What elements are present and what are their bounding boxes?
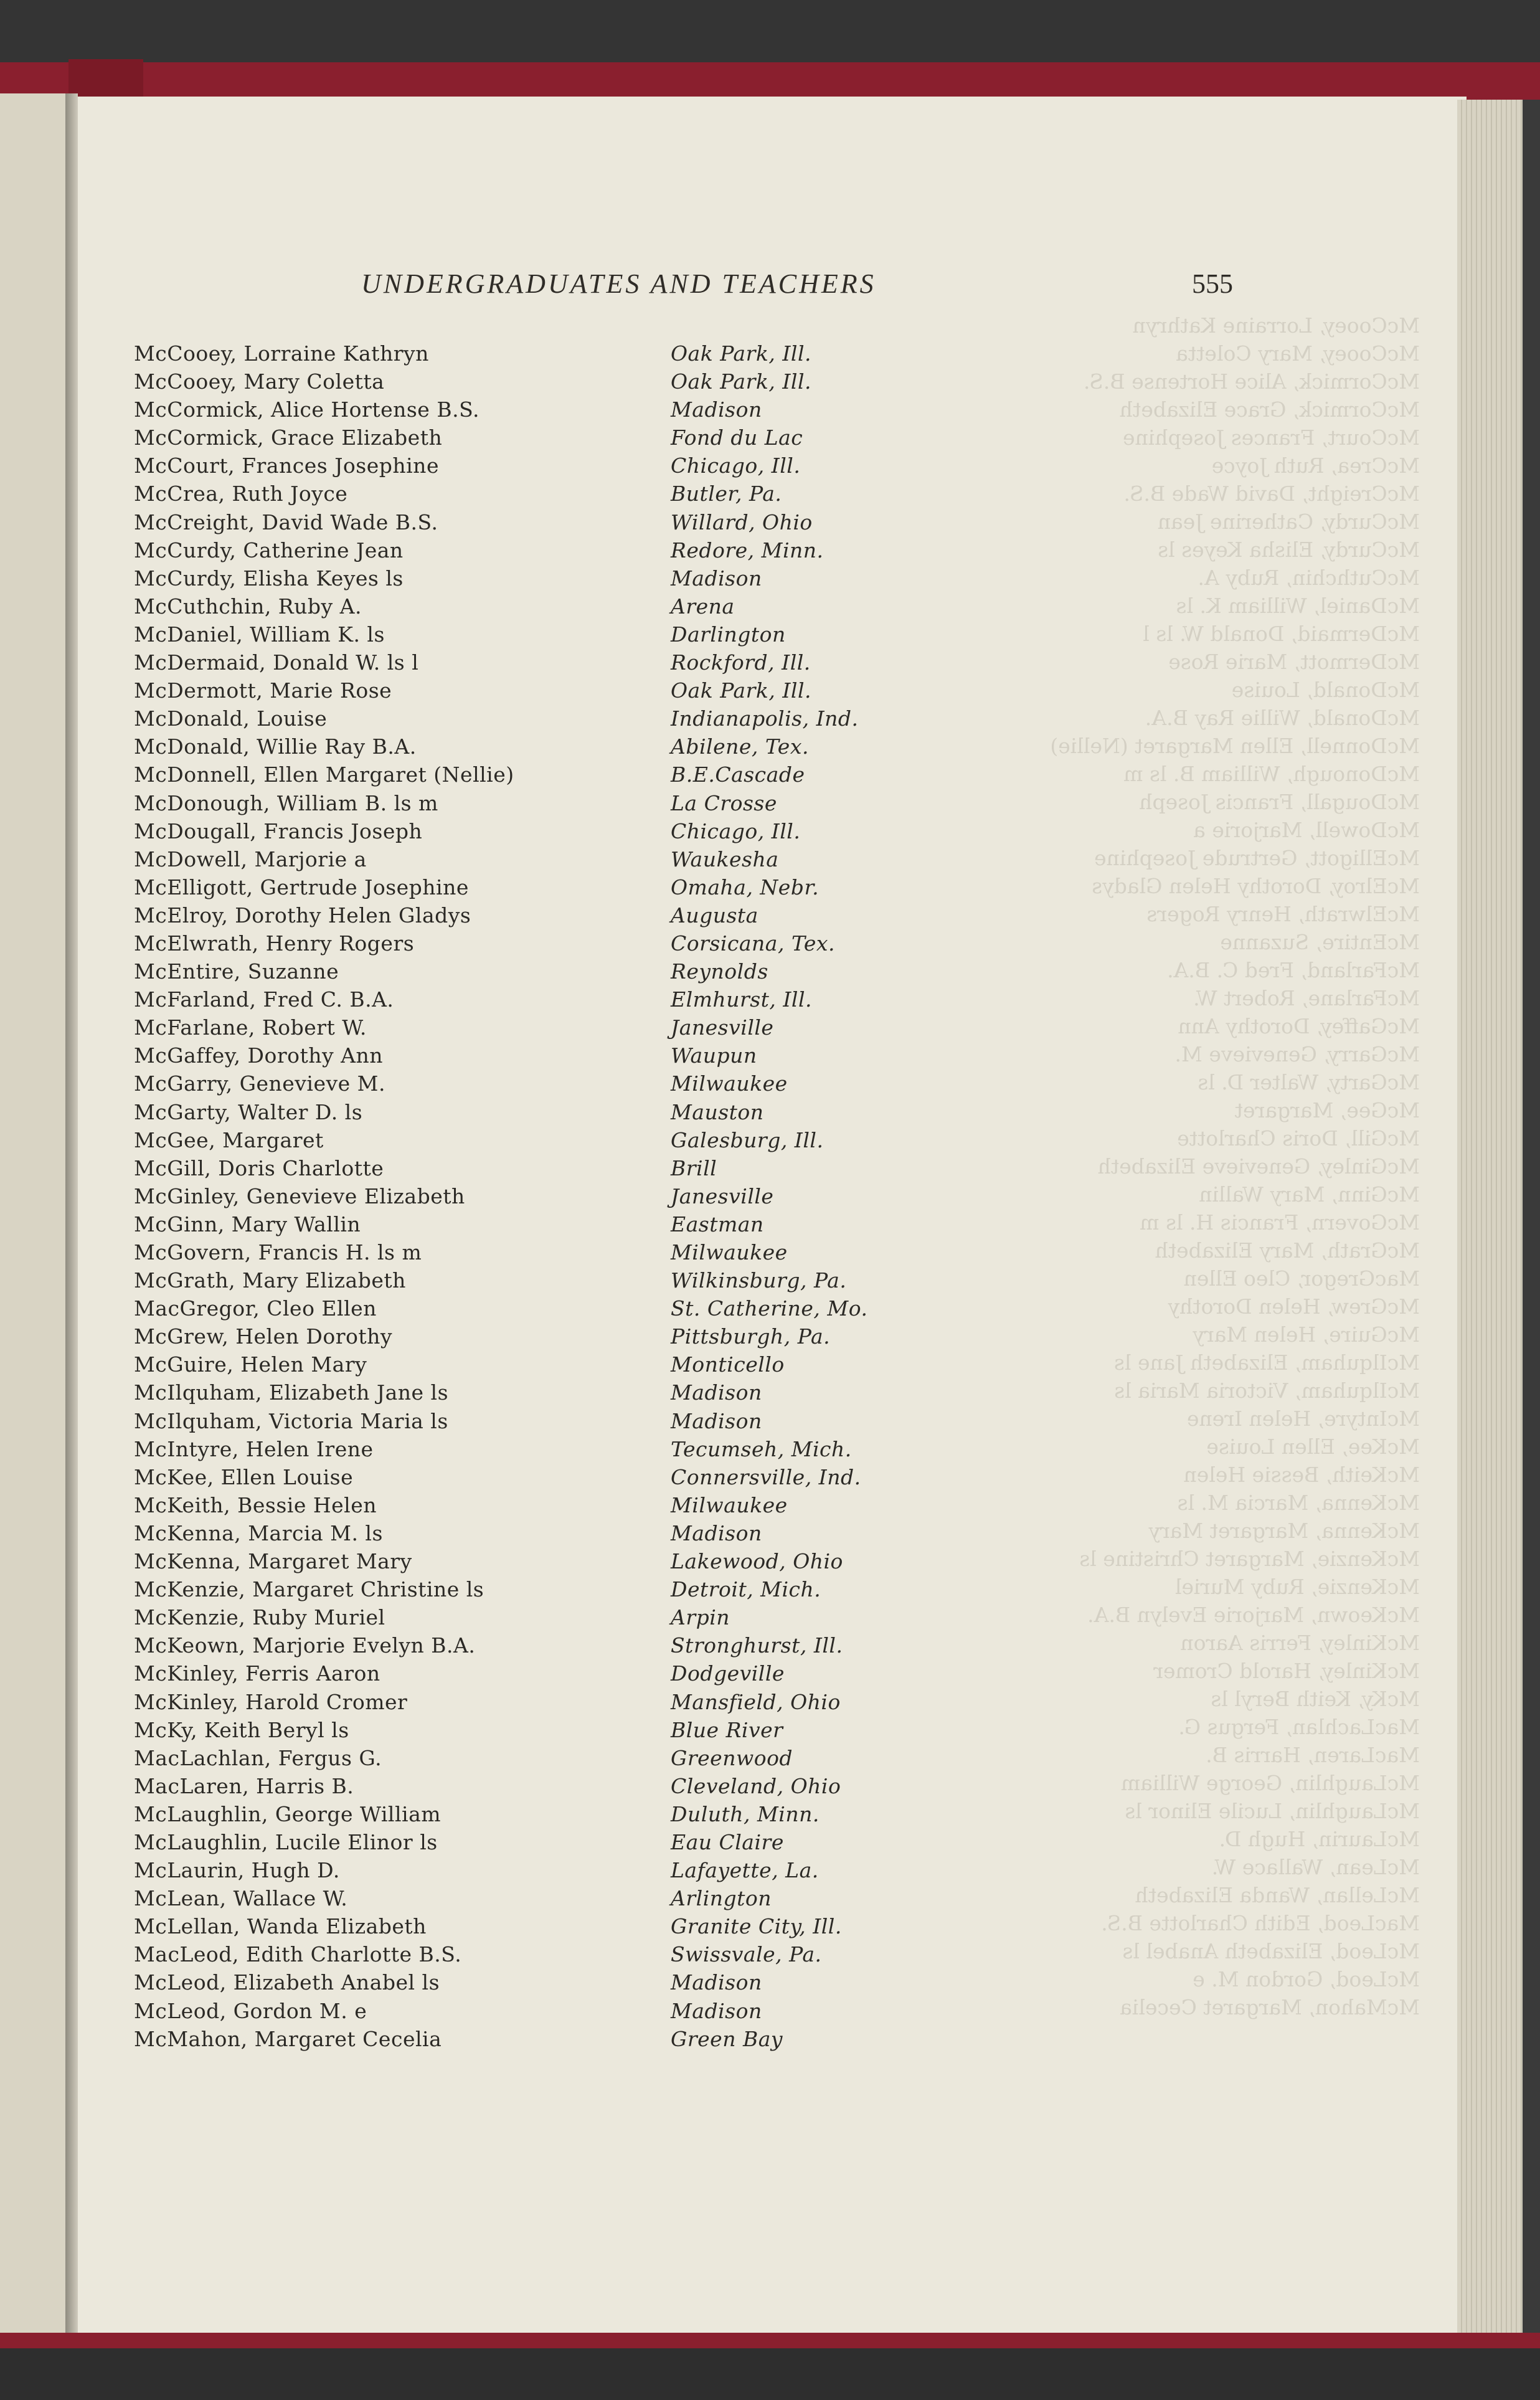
entry-place: Arena	[671, 594, 735, 619]
entry-place: Abilene, Tex.	[671, 734, 809, 759]
entry-place: Oak Park, Ill.	[671, 341, 811, 366]
show-through-line: McDaniel, William K. ls	[1176, 594, 1420, 618]
show-through-line: McCormick, Alice Hortense B.S.	[1084, 369, 1420, 394]
list-item	[134, 1772, 943, 1800]
list-item	[134, 648, 943, 676]
entry-place: Redore, Minn.	[671, 538, 824, 562]
list-item	[134, 1575, 943, 1603]
show-through-line: McEntire, Suzanne	[1220, 930, 1420, 954]
show-through-line: McDowell, Marjorie a	[1193, 818, 1420, 842]
entry-place: Eastman	[671, 1212, 764, 1236]
entry-name: McDowell, Marjorie a	[134, 847, 367, 871]
entry-name: McKee, Ellen Louise	[134, 1464, 354, 1489]
show-through-line: McFarlane, Robert W.	[1193, 986, 1420, 1010]
entry-place: Elmhurst, Ill.	[671, 987, 813, 1012]
show-through-line: McKy, Keith Beryl ls	[1211, 1687, 1420, 1711]
list-item	[134, 1294, 943, 1322]
list-item	[134, 1519, 943, 1547]
list-item	[134, 339, 943, 368]
show-through-line: McElligott, Gertrude Josephine	[1094, 846, 1420, 870]
entry-place: Indianapolis, Ind.	[671, 706, 859, 731]
list-item	[134, 1491, 943, 1519]
list-item	[134, 592, 943, 620]
entry-place: Swissvale, Pa.	[671, 1942, 822, 1967]
entry-name: McKinley, Harold Cromer	[134, 1689, 408, 1714]
entry-name: McCrea, Ruth Joyce	[134, 481, 348, 506]
entry-place: Mansfield, Ohio	[671, 1689, 841, 1714]
entry-place: Monticello	[671, 1352, 785, 1377]
list-item	[134, 1856, 943, 1884]
entry-place: Rockford, Ill.	[671, 650, 811, 675]
page-stack-edges	[1457, 100, 1523, 2333]
entry-name: McLaughlin, Lucile Elinor ls	[134, 1829, 438, 1854]
list-item	[134, 1631, 943, 1659]
entry-name: McIlquham, Elizabeth Jane ls	[134, 1380, 449, 1405]
show-through-line: McCormick, Grace Elizabeth	[1119, 397, 1420, 422]
show-through-line: McKinley, Harold Cromer	[1153, 1659, 1420, 1683]
entry-name: MacGregor, Cleo Ellen	[134, 1296, 377, 1321]
list-item	[134, 761, 943, 789]
previous-page-edge	[0, 93, 68, 2342]
list-item	[134, 396, 943, 424]
entry-place: Duluth, Minn.	[671, 1801, 820, 1826]
entry-name: McGrath, Mary Elizabeth	[134, 1268, 406, 1293]
entry-name: McGrew, Helen Dorothy	[134, 1324, 393, 1349]
list-item	[134, 1126, 943, 1154]
entry-name: McDonald, Louise	[134, 706, 328, 731]
entry-place: Greenwood	[671, 1745, 793, 1770]
entry-name: MacLaren, Harris B.	[134, 1773, 354, 1798]
list-item	[134, 1940, 943, 1968]
show-through-line: McGill, Doris Charlotte	[1177, 1126, 1420, 1150]
entry-name: McCreight, David Wade B.S.	[134, 510, 438, 534]
entry-name: McIlquham, Victoria Maria ls	[134, 1408, 448, 1433]
entry-place: Janesville	[671, 1183, 774, 1208]
list-item	[134, 845, 943, 873]
show-through-line: McCreight, David Wade B.S.	[1123, 481, 1420, 506]
entry-name: McDonald, Willie Ray B.A.	[134, 734, 417, 759]
list-item	[134, 1968, 943, 1996]
entry-place: B.E.Cascade	[671, 762, 805, 787]
entry-place: Connersville, Ind.	[671, 1464, 861, 1489]
entry-place: Wilkinsburg, Pa.	[671, 1268, 847, 1293]
show-through-line: McDermaid, Donald W. ls l	[1143, 622, 1420, 646]
entry-place: Madison	[671, 566, 762, 591]
list-item	[134, 676, 943, 704]
show-through-line: McGarty, Walter D. ls	[1198, 1070, 1420, 1094]
background-top	[0, 0, 1540, 69]
list-item	[134, 1435, 943, 1463]
entry-name: McKenna, Margaret Mary	[134, 1549, 412, 1574]
show-through-line: McKinley, Ferris Aaron	[1180, 1631, 1420, 1655]
list-item	[134, 1041, 943, 1070]
list-item	[134, 1013, 943, 1041]
entry-place: La Crosse	[671, 790, 777, 815]
list-item	[134, 901, 943, 929]
list-item	[134, 1912, 943, 1940]
list-item	[134, 1266, 943, 1294]
entry-name: McGinn, Mary Wallin	[134, 1212, 361, 1236]
entry-name: MacLeod, Edith Charlotte B.S.	[134, 1942, 462, 1967]
entry-name: McGee, Margaret	[134, 1127, 324, 1152]
entry-name: McKy, Keith Beryl ls	[134, 1717, 349, 1742]
list-item	[134, 1463, 943, 1491]
show-through-line: McLeod, Gordon M. e	[1193, 1967, 1420, 1991]
show-through-line: McIlquham, Victoria Maria ls	[1114, 1378, 1420, 1403]
list-item	[134, 733, 943, 761]
show-through-line: McKenzie, Ruby Muriel	[1174, 1575, 1420, 1599]
show-through-line: McKee, Ellen Louise	[1206, 1435, 1420, 1459]
entry-place: Madison	[671, 1380, 762, 1405]
directory-list	[134, 339, 943, 2053]
entry-place: Butler, Pa.	[671, 481, 782, 506]
entry-name: MacLachlan, Fergus G.	[134, 1745, 382, 1770]
list-item	[134, 620, 943, 648]
list-item	[134, 1884, 943, 1912]
entry-place: Arpin	[671, 1605, 730, 1630]
entry-name: McGill, Doris Charlotte	[134, 1155, 384, 1180]
list-item	[134, 1238, 943, 1266]
page-header	[361, 268, 1233, 305]
entry-name: McLellan, Wanda Elizabeth	[134, 1914, 427, 1939]
entry-place: Madison	[671, 1520, 762, 1545]
show-through-line: McElroy, Dorothy Helen Gladys	[1092, 874, 1420, 898]
entry-place: Galesburg, Ill.	[671, 1127, 824, 1152]
list-item	[134, 1800, 943, 1828]
entry-place: Brill	[671, 1155, 717, 1180]
entry-name: McCormick, Grace Elizabeth	[134, 425, 443, 450]
entry-name: McCooey, Lorraine Kathryn	[134, 341, 429, 366]
show-through-line: MacLachlan, Fergus G.	[1178, 1715, 1420, 1739]
list-item	[134, 368, 943, 396]
show-through-line: MacGregor, Cleo Ellen	[1183, 1266, 1420, 1291]
entry-place: Madison	[671, 1998, 762, 2023]
list-item	[134, 704, 943, 733]
show-through-line: McDonald, Louise	[1231, 678, 1420, 702]
entry-name: McElroy, Dorothy Helen Gladys	[134, 903, 471, 927]
entry-place: Madison	[671, 1970, 762, 1995]
list-item	[134, 1603, 943, 1631]
entry-place: Lafayette, La.	[671, 1858, 819, 1883]
show-through-line: McDonough, William B. ls m	[1123, 762, 1420, 786]
show-through-line: McLaughlin, Lucile Elinor ls	[1125, 1799, 1420, 1823]
show-through-line: McDonnell, Ellen Margaret (Nellie)	[1050, 734, 1420, 758]
show-through-line: McCurdy, Catherine Jean	[1157, 510, 1420, 534]
list-item	[134, 452, 943, 480]
show-through-line: McIntyre, Helen Irene	[1186, 1406, 1420, 1431]
list-item	[134, 1322, 943, 1350]
list-item	[134, 1688, 943, 1716]
entry-name: McKenzie, Margaret Christine ls	[134, 1577, 484, 1602]
entry-place: Milwaukee	[671, 1492, 788, 1517]
list-item	[134, 1378, 943, 1406]
entry-name: McDougall, Francis Joseph	[134, 818, 423, 843]
entry-name: McLeod, Gordon M. e	[134, 1998, 367, 2023]
show-through-line: McGinn, Mary Wallin	[1199, 1182, 1420, 1207]
entry-place: Oak Park, Ill.	[671, 678, 811, 703]
entry-name: McKeith, Bessie Helen	[134, 1492, 377, 1517]
entry-place: Augusta	[671, 903, 758, 927]
show-through-line: McLeod, Elizabeth Anabel ls	[1122, 1939, 1420, 1963]
list-item	[134, 957, 943, 985]
list-item	[134, 1210, 943, 1238]
entry-name: McCuthchin, Ruby A.	[134, 594, 362, 619]
show-through-line: McGinley, Genevieve Elizabeth	[1097, 1154, 1420, 1179]
show-through-line: McLellan, Wanda Elizabeth	[1135, 1883, 1420, 1907]
show-through-line: McKenna, Marcia M. ls	[1177, 1491, 1420, 1515]
entry-place: Fond du Lac	[671, 425, 803, 450]
list-item	[134, 929, 943, 957]
entry-place: Janesville	[671, 1015, 774, 1040]
list-item	[134, 817, 943, 845]
entry-name: McElwrath, Henry Rogers	[134, 931, 415, 956]
entry-place: Chicago, Ill.	[671, 453, 801, 478]
show-through-line: McCuthchin, Ruby A.	[1198, 566, 1420, 590]
list-item	[134, 985, 943, 1013]
show-through-line: McCooey, Mary Coletta	[1176, 341, 1420, 366]
show-through-line: McKeown, Marjorie Evelyn B.A.	[1087, 1603, 1420, 1627]
entry-place: Willard, Ohio	[671, 510, 813, 534]
entry-name: McCurdy, Catherine Jean	[134, 538, 404, 562]
entry-place: Milwaukee	[671, 1240, 788, 1264]
entry-name: McKeown, Marjorie Evelyn B.A.	[134, 1633, 476, 1658]
show-through-line: McIlquham, Elizabeth Jane ls	[1113, 1350, 1420, 1375]
entry-place: St. Catherine, Mo.	[671, 1296, 868, 1321]
entry-place: Tecumseh, Mich.	[671, 1436, 852, 1461]
show-through-line: MacLeod, Edith Charlotte B.S.	[1101, 1911, 1420, 1935]
show-through-line: McCurdy, Elisha Keyes ls	[1158, 538, 1420, 562]
book-gutter	[65, 93, 78, 2342]
entry-name: McMahon, Margaret Cecelia	[134, 2026, 442, 2051]
entry-place: Waupun	[671, 1043, 757, 1068]
entry-name: McGuire, Helen Mary	[134, 1352, 367, 1377]
list-item	[134, 1659, 943, 1687]
entry-place: Green Bay	[671, 2026, 783, 2051]
entry-name: McKinley, Ferris Aaron	[134, 1661, 380, 1686]
list-item	[134, 1716, 943, 1744]
entry-place: Madison	[671, 1408, 762, 1433]
list-item	[134, 1182, 943, 1210]
show-through-line: McGrew, Helen Dorothy	[1168, 1294, 1420, 1319]
entry-place: Arlington	[671, 1886, 772, 1911]
show-through-line: McCourt, Frances Josephine	[1123, 425, 1420, 450]
entry-place: Reynolds	[671, 959, 768, 984]
entry-name: McCormick, Alice Hortense B.S.	[134, 397, 479, 422]
entry-name: McGinley, Genevieve Elizabeth	[134, 1183, 465, 1208]
entry-place: Mauston	[671, 1099, 764, 1124]
entry-name: McGarry, Genevieve M.	[134, 1071, 385, 1096]
show-through-line: McLaughlin, George William	[1120, 1771, 1420, 1795]
entry-place: Madison	[671, 397, 762, 422]
show-through-line: McElwrath, Henry Rogers	[1146, 902, 1420, 926]
entry-name: McLaughlin, George William	[134, 1801, 442, 1826]
list-item	[134, 873, 943, 901]
entry-name: McDermott, Marie Rose	[134, 678, 392, 703]
entry-name: McKenna, Marcia M. ls	[134, 1520, 383, 1545]
entry-place: Chicago, Ill.	[671, 818, 801, 843]
entry-name: McGovern, Francis H. ls m	[134, 1240, 422, 1264]
entry-name: McIntyre, Helen Irene	[134, 1436, 374, 1461]
show-through-line: McDougall, Francis Joseph	[1139, 790, 1420, 814]
list-item	[134, 1407, 943, 1435]
entry-place: Detroit, Mich.	[671, 1577, 821, 1602]
entry-place: Oak Park, Ill.	[671, 369, 811, 394]
list-item	[134, 1744, 943, 1772]
entry-name: McFarland, Fred C. B.A.	[134, 987, 394, 1012]
entry-place: Stronghurst, Ill.	[671, 1633, 843, 1658]
list-item	[134, 1828, 943, 1856]
entry-place: Dodgeville	[671, 1661, 785, 1686]
entry-name: McGarty, Walter D. ls	[134, 1099, 363, 1124]
entry-name: McElligott, Gertrude Josephine	[134, 875, 469, 899]
show-through-line: McKenna, Margaret Mary	[1148, 1519, 1420, 1543]
list-item	[134, 536, 943, 564]
show-through-line: McLean, Wallace W.	[1211, 1855, 1420, 1879]
list-item	[134, 508, 943, 536]
entry-place: Omaha, Nebr.	[671, 875, 820, 899]
entry-name: McLaurin, Hugh D.	[134, 1858, 340, 1883]
entry-place: Lakewood, Ohio	[671, 1549, 843, 1574]
book-cover-edge-top	[0, 62, 1540, 100]
list-item	[134, 1997, 943, 2025]
show-through-line: McCrea, Ruth Joyce	[1211, 453, 1420, 478]
show-through-line: MacLaren, Harris B.	[1206, 1743, 1420, 1767]
list-item	[134, 1098, 943, 1126]
entry-name: McFarlane, Robert W.	[134, 1015, 367, 1040]
show-through-line: McGarry, Genevieve M.	[1174, 1042, 1420, 1066]
show-through-line: McCooey, Lorraine Kathryn	[1132, 313, 1420, 338]
entry-place: Cleveland, Ohio	[671, 1773, 841, 1798]
entry-name: McGaffey, Dorothy Ann	[134, 1043, 383, 1068]
entry-name: McDonnell, Ellen Margaret (Nellie)	[134, 762, 514, 787]
show-through-line: McFarland, Fred C. B.A.	[1167, 958, 1420, 982]
show-through-line: McKenzie, Margaret Christine ls	[1079, 1547, 1420, 1571]
list-item	[134, 1154, 943, 1182]
entry-name: McLeod, Elizabeth Anabel ls	[134, 1970, 440, 1995]
list-item	[134, 1070, 943, 1098]
list-item	[134, 424, 943, 452]
entry-place: Pittsburgh, Pa.	[671, 1324, 831, 1349]
entry-name: McDonough, William B. ls m	[134, 790, 438, 815]
background-bottom	[0, 2348, 1540, 2400]
show-through-line: McGaffey, Dorothy Ann	[1178, 1014, 1420, 1038]
entry-name: McCooey, Mary Coletta	[134, 369, 385, 394]
running-title: UNDERGRADUATES AND TEACHERS	[361, 268, 876, 299]
entry-place: Waukesha	[671, 847, 779, 871]
show-through-line: McGee, Margaret	[1234, 1098, 1420, 1122]
list-item	[134, 480, 943, 508]
show-through-line: McMahon, Margaret Cecelia	[1120, 1995, 1420, 2019]
list-item	[134, 564, 943, 592]
show-through-line: McGovern, Francis H. ls m	[1140, 1210, 1420, 1235]
show-through-line: McGrath, Mary Elizabeth	[1155, 1238, 1420, 1263]
entry-name: McDermaid, Donald W. ls l	[134, 650, 419, 675]
entry-name: McEntire, Suzanne	[134, 959, 339, 984]
list-item	[134, 1350, 943, 1378]
entry-name: McDaniel, William K. ls	[134, 622, 385, 647]
list-item	[134, 1547, 943, 1575]
entry-place: Eau Claire	[671, 1829, 784, 1854]
entry-name: McLean, Wallace W.	[134, 1886, 348, 1911]
entry-place: Darlington	[671, 622, 786, 647]
entry-place: Corsicana, Tex.	[671, 931, 836, 956]
show-through-line: McLaurin, Hugh D.	[1219, 1827, 1420, 1851]
show-through-line: McDermott, Marie Rose	[1168, 650, 1420, 674]
entry-name: McCurdy, Elisha Keyes ls	[134, 566, 404, 591]
show-through-line: McDonald, Willie Ray B.A.	[1145, 706, 1420, 730]
entry-place: Milwaukee	[671, 1071, 788, 1096]
show-through-line: McKeith, Bessie Helen	[1183, 1463, 1420, 1487]
entry-place: Granite City, Ill.	[671, 1914, 842, 1939]
list-item	[134, 789, 943, 817]
entry-name: McKenzie, Ruby Muriel	[134, 1605, 385, 1630]
show-through-line: McGuire, Helen Mary	[1193, 1322, 1420, 1347]
page-number: 555	[1192, 268, 1233, 299]
list-item	[134, 2025, 943, 2053]
entry-name: McCourt, Frances Josephine	[134, 453, 439, 478]
entry-place: Blue River	[671, 1717, 783, 1742]
